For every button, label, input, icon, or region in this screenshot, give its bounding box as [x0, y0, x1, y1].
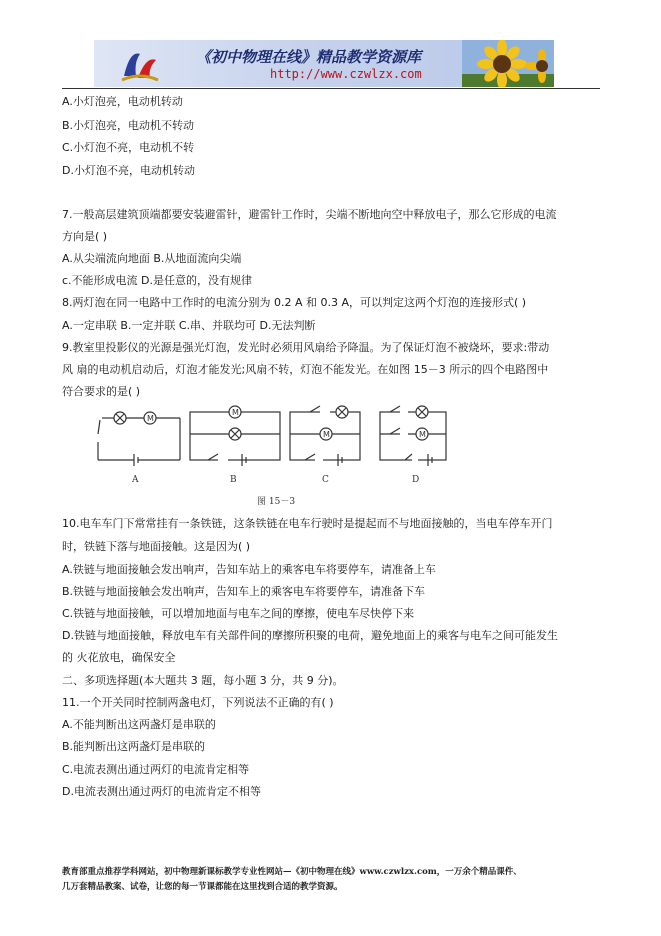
- svg-text:M: M: [419, 430, 426, 439]
- q8-stem: 8.两灯泡在同一电路中工作时的电流分别为 0.2 A 和 0.3 A，可以判定这两个灯泡的连接形式( ): [62, 296, 527, 309]
- svg-text:M: M: [232, 408, 239, 417]
- footer-line-1: 教育部重点推荐学科网站，初中物理新课标教学专业性网站—《初中物理在线》www.czwlzx.com，一万余个精品课件、: [62, 867, 522, 877]
- q10-stem: 10.电车车门下常常挂有一条铁链，这条铁链在电车行驶时是提起而不与地面接触的，当电车停车开门: [62, 517, 553, 530]
- circuit-a: [98, 412, 180, 466]
- q7-stem: 7.一般高层建筑顶端都要安装避雷针，避雷针工作时，尖端不断地向空中释放电子，那么它形成的电流: [62, 208, 557, 221]
- q6-option-a: A.小灯泡亮，电动机转动: [62, 95, 183, 108]
- q6-option-b: B.小灯泡亮，电动机不转动: [62, 119, 195, 132]
- figure-caption: 图 15－3: [257, 497, 296, 507]
- q9-stem-end: 符合要求的是( ): [62, 385, 141, 398]
- circuit-label-d: D: [412, 475, 420, 485]
- header-banner: [94, 40, 554, 87]
- circuit-c: [290, 406, 360, 466]
- footer-line-2: 几万套精品教案、试卷，让您的每一节课都能在这里找到合适的教学资源。: [62, 882, 343, 892]
- q11-option-b: B.能判断出这两盏灯是串联的: [62, 740, 206, 753]
- circuit-label-b: B: [230, 475, 237, 485]
- q11-stem: 11.一个开关同时控制两盏电灯，下列说法不正确的有( ): [62, 696, 334, 709]
- q7-options-ab: A.从尖端流向地面 B.从地面流向尖端: [62, 252, 242, 265]
- circuit-label-a: A: [132, 475, 139, 485]
- banner-url[interactable]: http://www.czwlzx.com: [270, 67, 422, 81]
- q11-option-c: C.电流表测出通过两灯的电流肯定相等: [62, 763, 250, 776]
- q7-options-cd: c.不能形成电流 D.是任意的，没有规律: [62, 274, 253, 287]
- circuit-b: [190, 406, 280, 466]
- q9-stem: 9.教室里投影仪的光源是强光灯泡，发光时必须用风扇给予降温。为了保证灯泡不被烧坏，要求:带动: [62, 341, 550, 354]
- q10-option-d: D.铁链与地面接触，释放电车有关部件间的摩擦所积聚的电荷，避免地面上的乘客与电车之间可能发生: [62, 629, 558, 642]
- logo-icon: [120, 46, 160, 84]
- circuit-label-c: C: [322, 475, 329, 485]
- q10-option-a: A.铁链与地面接触会发出响声，告知车站上的乘客电车将要停车，请准备上车: [62, 563, 436, 576]
- header-rule: [62, 88, 600, 89]
- q11-option-d: D.电流表测出通过两灯的电流肯定不相等: [62, 785, 261, 798]
- q8-options: A.一定串联 B.一定并联 C.串、并联均可 D.无法判断: [62, 319, 316, 332]
- q11-option-a: A.不能判断出这两盏灯是串联的: [62, 718, 216, 731]
- svg-text:M: M: [147, 414, 154, 423]
- q6-option-c: C.小灯泡不亮，电动机不转: [62, 141, 195, 154]
- q9-stem-cont: 风 扇的电动机启动后，灯泡才能发光;风扇不转，灯泡不能发光。在如图 15－3 所示的四个电路图中: [62, 363, 549, 376]
- svg-text:M: M: [323, 430, 330, 439]
- q7-stem-cont: 方向是( ): [62, 230, 108, 243]
- q10-stem-cont: 时，铁链下落与地面接触。这是因为( ): [62, 540, 251, 553]
- q6-option-d: D.小灯泡不亮，电动机转动: [62, 164, 195, 177]
- q10-option-c: C.铁链与地面接触，可以增加地面与电车之间的摩擦，使电车尽快停下来: [62, 607, 415, 620]
- section-heading: 二、多项选择题(本大题共 3 题，每小题 3 分，共 9 分)。: [62, 674, 344, 687]
- page-footer: [62, 865, 602, 895]
- sunflower-icon: [462, 40, 554, 87]
- banner-title: 《初中物理在线》精品教学资源库: [196, 48, 422, 66]
- q10-option-b: B.铁链与地面接触会发出响声，告知车上的乘客电车将要停车，请准备下车: [62, 585, 426, 598]
- circuit-d: [380, 406, 446, 466]
- q10-option-d-cont: 的 火花放电，确保安全: [62, 651, 176, 664]
